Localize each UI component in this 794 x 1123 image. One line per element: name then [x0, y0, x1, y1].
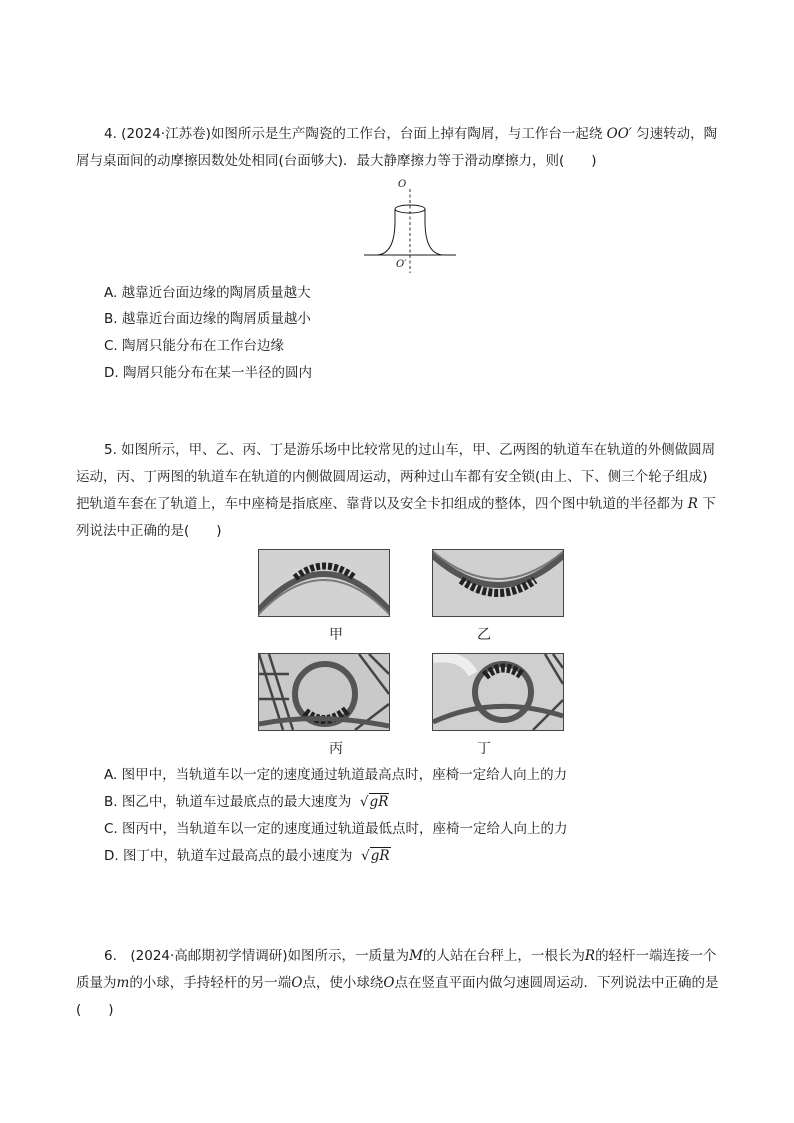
q4-label-O: O — [398, 179, 407, 190]
q6-point-O: O — [291, 975, 303, 991]
q5-option-d-text: D. 图丁中，轨道车过最高点的最小速度为 — [104, 848, 353, 864]
q5-option-b-sqrt: √gR — [355, 794, 389, 810]
q6-mass-m: m — [116, 975, 130, 991]
q5-photo-ding — [432, 653, 564, 731]
q4-option-a[interactable]: A. 越靠近台面边缘的陶屑质量越大 — [104, 285, 311, 301]
q4-turntable-figure — [360, 175, 460, 275]
question-5-stem — [76, 437, 720, 545]
q5-photo-bing — [258, 653, 390, 731]
q5-caption-jia: 甲 — [329, 627, 343, 643]
q4-option-c[interactable]: C. 陶屑只能分布在工作台边缘 — [104, 338, 285, 354]
q5-caption-yi: 乙 — [477, 627, 491, 643]
q5-option-a[interactable]: A. 图甲中，当轨道车以一定的速度通过轨道最高点时，座椅一定给人向上的力 — [104, 767, 568, 783]
q4-option-d[interactable]: D. 陶屑只能分布在某一半径的圆内 — [104, 365, 312, 381]
q6-mass-M: M — [409, 948, 423, 964]
q5-caption-ding: 丁 — [477, 741, 491, 757]
q5-radius-symbol: R — [687, 496, 698, 512]
q5-caption-bing: 丙 — [329, 741, 343, 757]
q5-option-b-text: B. 图乙中，轨道车过最底点的最大速度为 — [104, 794, 352, 810]
q5-option-c[interactable]: C. 图丙中，当轨道车以一定的速度通过轨道最低点时，座椅一定给人向上的力 — [104, 821, 568, 837]
question-6-stem: 6. (2024·高邮期初学情调研)如图所示，一质量为M的人站在台秤上，一根长为R的轻杆一端连接一个质量为m的小球，手持轻杆的另一端O点，使小球绕O点在竖直平面内做匀速圆周运动．下列说法中正确的是( ) — [76, 948, 719, 1018]
q4-stem-part1: 4. (2024·江苏卷)如图所示是生产陶瓷的工作台，台面上掉有陶屑，与工作台一起绕 — [104, 126, 603, 142]
q5-option-d[interactable] — [104, 843, 391, 870]
q5-photo-yi — [432, 549, 564, 617]
q5-option-b[interactable] — [104, 789, 389, 816]
q5-option-d-sqrt: √gR — [356, 848, 390, 864]
question-4-stem — [76, 121, 720, 175]
q4-axis-name: OO′ — [606, 126, 632, 142]
q6-length-R: R — [584, 948, 596, 964]
q5-photo-jia — [258, 549, 390, 617]
q4-stem-part2: 匀速转动，陶屑与桌面间的动摩擦因数处处相同(台面够大)．最大静摩擦力等于滑动摩擦力，则( ) — [76, 126, 718, 169]
q4-table-body — [377, 209, 443, 255]
q5-stem-part1: 5. 如图所示，甲、乙、丙、丁是游乐场中比较常见的过山车，甲、乙两图的轨道车在轨道的外侧做圆周运动，丙、丁两图的轨道车在轨道的内侧做圆周运动，两种过山车都有安全锁(由上、下、侧三个轮子组成)把轨道车套在了轨道上，车中座椅是指底座、靠背以及安全卡扣组成的整体，四个图中轨道的半径都为 — [76, 442, 716, 512]
q6-point-O-2: O — [383, 975, 395, 991]
q5-stem-part2: 下列说法中正确的是( ) — [76, 496, 716, 539]
q4-label-O-prime: O′ — [396, 259, 407, 270]
q4-option-b[interactable]: B. 越靠近台面边缘的陶屑质量越小 — [104, 311, 311, 327]
